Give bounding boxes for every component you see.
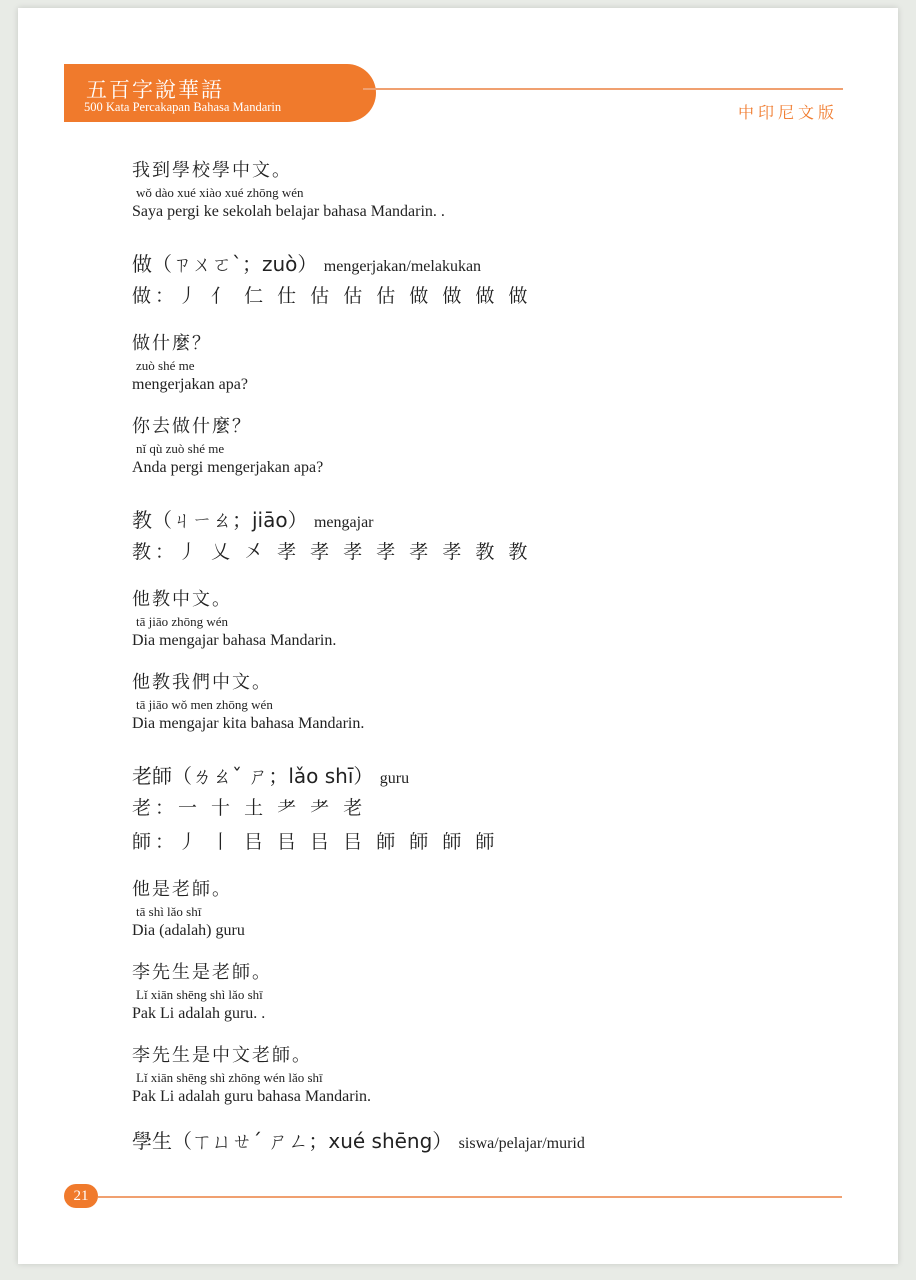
lesson-content bbox=[132, 158, 832, 1156]
translation-line: Pak Li adalah guru. . bbox=[132, 1005, 266, 1022]
chinese-sentence: 李先生是老師。 bbox=[132, 962, 272, 983]
header-divider bbox=[363, 88, 843, 90]
vocab-word: 做（ㄗㄨㄛˋ；zuò） bbox=[132, 252, 318, 276]
book-title-chinese: 五百字說華語 bbox=[86, 78, 224, 102]
sentence-block bbox=[132, 331, 832, 396]
pinyin-line: zuò shé me bbox=[136, 358, 195, 373]
stroke-order: 教：丿 乂 㐅 孝 孝 孝 孝 孝 孝 教 教 bbox=[132, 541, 532, 563]
vocab-word: 教（ㄐㄧㄠ；jiāo） bbox=[132, 508, 308, 532]
pinyin-line: Lǐ xiān shēng shì lǎo shī bbox=[136, 987, 263, 1002]
sentence-block bbox=[132, 587, 832, 652]
chinese-sentence: 你去做什麼？ bbox=[132, 416, 252, 437]
book-page bbox=[18, 8, 898, 1264]
pinyin-line: wǒ dào xué xiào xué zhōng wén bbox=[136, 185, 304, 200]
vocab-heading bbox=[132, 505, 832, 535]
vocab-meaning: mengerjakan/melakukan bbox=[323, 258, 482, 275]
pinyin-line: nǐ qù zuò shé me bbox=[136, 441, 225, 456]
pinyin-line: tā jiāo wǒ men zhōng wén bbox=[136, 697, 273, 712]
vocab-meaning: siswa/pelajar/murid bbox=[458, 1135, 585, 1152]
pinyin-line: tā jiāo zhōng wén bbox=[136, 614, 229, 629]
chinese-sentence: 李先生是中文老師。 bbox=[132, 1045, 312, 1066]
vocab-meaning: mengajar bbox=[313, 514, 374, 531]
vocab-heading bbox=[132, 249, 832, 279]
stroke-order: 老：一 十 土 耂 耂 老 bbox=[132, 797, 367, 819]
sentence-block bbox=[132, 414, 832, 479]
page-number: 21 bbox=[64, 1184, 98, 1208]
stroke-order: 師：丿 丨 㠯 㠯 㠯 㠯 師 師 師 師 bbox=[132, 831, 499, 853]
vocab-word: 老師（ㄌㄠˇ ㄕ；lǎo shī） bbox=[132, 764, 374, 788]
vocab-word: 學生（ㄒㄩㄝˊ ㄕㄥ；xué shēng） bbox=[132, 1129, 453, 1153]
translation-line: mengerjakan apa? bbox=[132, 376, 248, 393]
chinese-sentence: 他是老師。 bbox=[132, 879, 232, 900]
vocab-heading bbox=[132, 1126, 832, 1156]
chinese-sentence: 他教我們中文。 bbox=[132, 672, 272, 693]
pinyin-line: Lǐ xiān shēng shì zhōng wén lǎo shī bbox=[136, 1070, 323, 1085]
header-tab bbox=[64, 64, 376, 122]
book-title-indonesian: 500 Kata Percakapan Bahasa Mandarin bbox=[84, 100, 282, 114]
chinese-sentence: 做什麼？ bbox=[132, 333, 212, 354]
stroke-order: 做：丿 亻 仁 仕 估 估 估 做 做 做 做 bbox=[132, 285, 532, 307]
translation-line: Dia mengajar kita bahasa Mandarin. bbox=[132, 715, 365, 732]
sentence-block bbox=[132, 158, 832, 223]
translation-line: Dia mengajar bahasa Mandarin. bbox=[132, 632, 337, 649]
sentence-block bbox=[132, 1043, 832, 1108]
vocab-meaning: guru bbox=[379, 770, 410, 787]
pinyin-line: tā shì lǎo shī bbox=[136, 904, 202, 919]
chinese-sentence: 他教中文。 bbox=[132, 589, 232, 610]
translation-line: Anda pergi mengerjakan apa? bbox=[132, 459, 324, 476]
translation-line: Dia (adalah) guru bbox=[132, 922, 245, 939]
sentence-block bbox=[132, 670, 832, 735]
edition-label: 中印尼文版 bbox=[737, 103, 838, 122]
translation-line: Pak Li adalah guru bahasa Mandarin. bbox=[132, 1088, 372, 1105]
translation-line: Saya pergi ke sekolah belajar bahasa Mandarin. . bbox=[132, 203, 445, 220]
chinese-sentence: 我到學校學中文。 bbox=[132, 160, 292, 181]
footer-divider bbox=[98, 1196, 842, 1198]
sentence-block bbox=[132, 960, 832, 1025]
sentence-block bbox=[132, 877, 832, 942]
vocab-heading bbox=[132, 761, 832, 791]
